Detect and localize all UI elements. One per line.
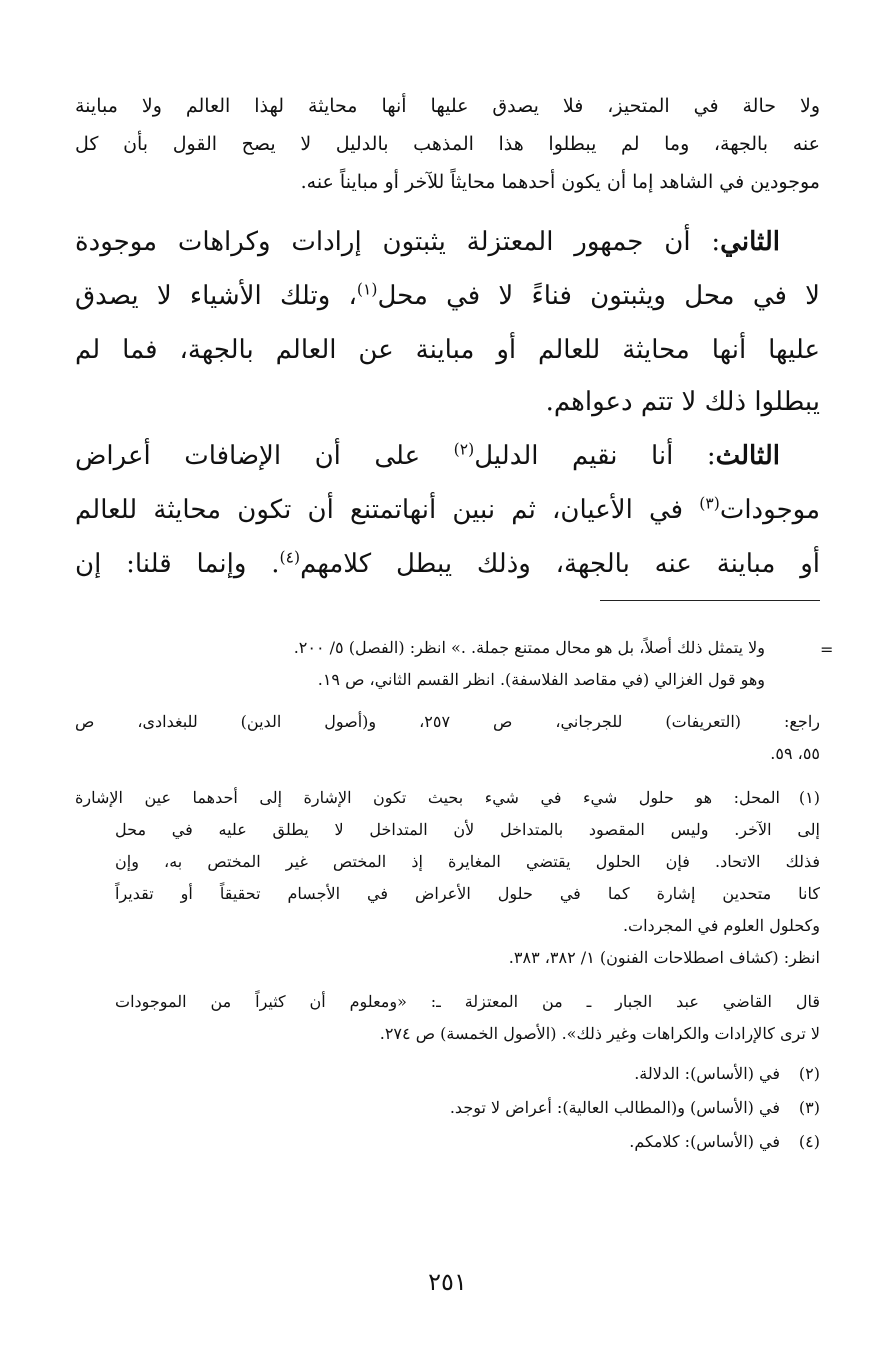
continuation-mark: = [820,640,834,659]
footnote-1 [75,786,820,810]
body-text: في الأعيان، ثم نبين أنهاتمتنع أن تكون محايثة للعالم [75,495,700,525]
section-heading: الثاني [720,227,780,257]
footnote-number: (١) [798,788,820,807]
footnote-number: (٤) [798,1132,820,1151]
section-heading: الثالث [715,441,780,471]
body-text: : أن جمهور المعتزلة يثبتون إرادات وكراهات موجودة [75,227,721,257]
footnote-2 [75,1062,820,1086]
footnote-line: راجع: (التعريفات) للجرجاني، ص ٢٥٧، و(أصول الدين) للبغدادى، ص [75,712,820,731]
footnote-line: وهو قول الغزالي (في مقاصد الفلاسفة). انظر القسم الثاني، ص ١٩. [317,670,765,689]
footnote-number: (٣) [798,1098,820,1117]
footnote-text: المحل: هو حلول شيء في شيء بحيث تكون الإشارة إلى أحدهما عين الإشارة [75,788,780,807]
footnote-ref: (٢) [453,440,475,459]
body-line: موجودين في الشاهد إما أن يكون أحدهما محايثاً للآخر أو مبايناً عنه. [300,171,820,193]
footnote-line: قال القاضي عبد الجبار ـ من المعتزلة ـ: «ومعلوم أن كثيراً من الموجودات [115,992,820,1011]
footnote-separator [600,600,820,601]
body-line: ولا حالة في المتحيز، فلا يصدق عليها أنها محايثة لهذا العالم ولا مباينة [75,95,820,117]
footnote-line: كانا متحدين إشارة كما في حلول الأعراض في الأجسام تحقيقاً أو تقديراً [115,884,820,903]
body-text: ، وتلك الأشياء لا يصدق [75,281,357,311]
body-text: موجودات [719,495,820,525]
body-text: . وإنما قلنا: إن [75,549,280,579]
body-line: يبطلوا ذلك لا تتم دعواهم. [545,387,820,417]
footnote-line: إلى الآخر. وليس المقصود بالمتداخل لأن المتداخل لا يطلق عليه في محل [115,820,820,839]
footnote-line: فذلك الاتحاد. فإن الحلول يقتضي المغايرة إذ المختص غير المختص به، وإن [115,852,820,871]
footnote-line: ٥٥، ٥٩. [770,744,820,763]
footnote-ref: (٤) [279,548,301,567]
footnote-4 [75,1130,820,1154]
footnote-3 [75,1096,820,1120]
body-text: أو مباينة عنه بالجهة، وذلك يبطل كلامهم [300,549,820,579]
body-line: عنه بالجهة، وما لم يبطلوا هذا المذهب بالدليل لا يصح القول بأن كل [75,133,820,155]
body-text: : أنا نقيم الدليل [474,441,716,471]
body-line [75,490,820,530]
page-number: ٢٥١ [428,1268,467,1296]
body-line [75,436,820,476]
footnote-text: في (الأساس): كلامكم. [629,1132,780,1151]
body-line: عليها أنها محايثة للعالم أو مباينة عن العالم بالجهة، فما لم [75,335,820,365]
footnote-ref: (٣) [699,494,720,513]
footnote-line: لا ترى كالإرادات والكراهات وغير ذلك». (الأصول الخمسة) ص ٢٧٤. [379,1024,820,1043]
body-line [75,544,820,584]
footnote-text: في (الأساس): الدلالة. [634,1064,780,1083]
footnote-text: في (الأساس) و(المطالب العالية): أعراض لا توجد. [449,1098,780,1117]
body-text: على أن الإضافات أعراض [75,441,454,471]
footnote-number: (٢) [798,1064,820,1083]
footnote-line: ولا يتمثل ذلك أصلاً، بل هو محال ممتنع جملة. .» انظر: (الفصل) ٥/ ٢٠٠. [293,638,765,657]
footnote-line: وكحلول العلوم في المجردات. [622,916,820,935]
footnote-line: انظر: (كشاف اصطلاحات الفنون) ١/ ٣٨٢، ٣٨٣. [508,948,820,967]
footnote-ref: (١) [356,280,378,299]
body-line [75,276,820,316]
body-text: لا في محل ويثبتون فناءً لا في محل [377,281,820,311]
body-line [75,222,820,262]
